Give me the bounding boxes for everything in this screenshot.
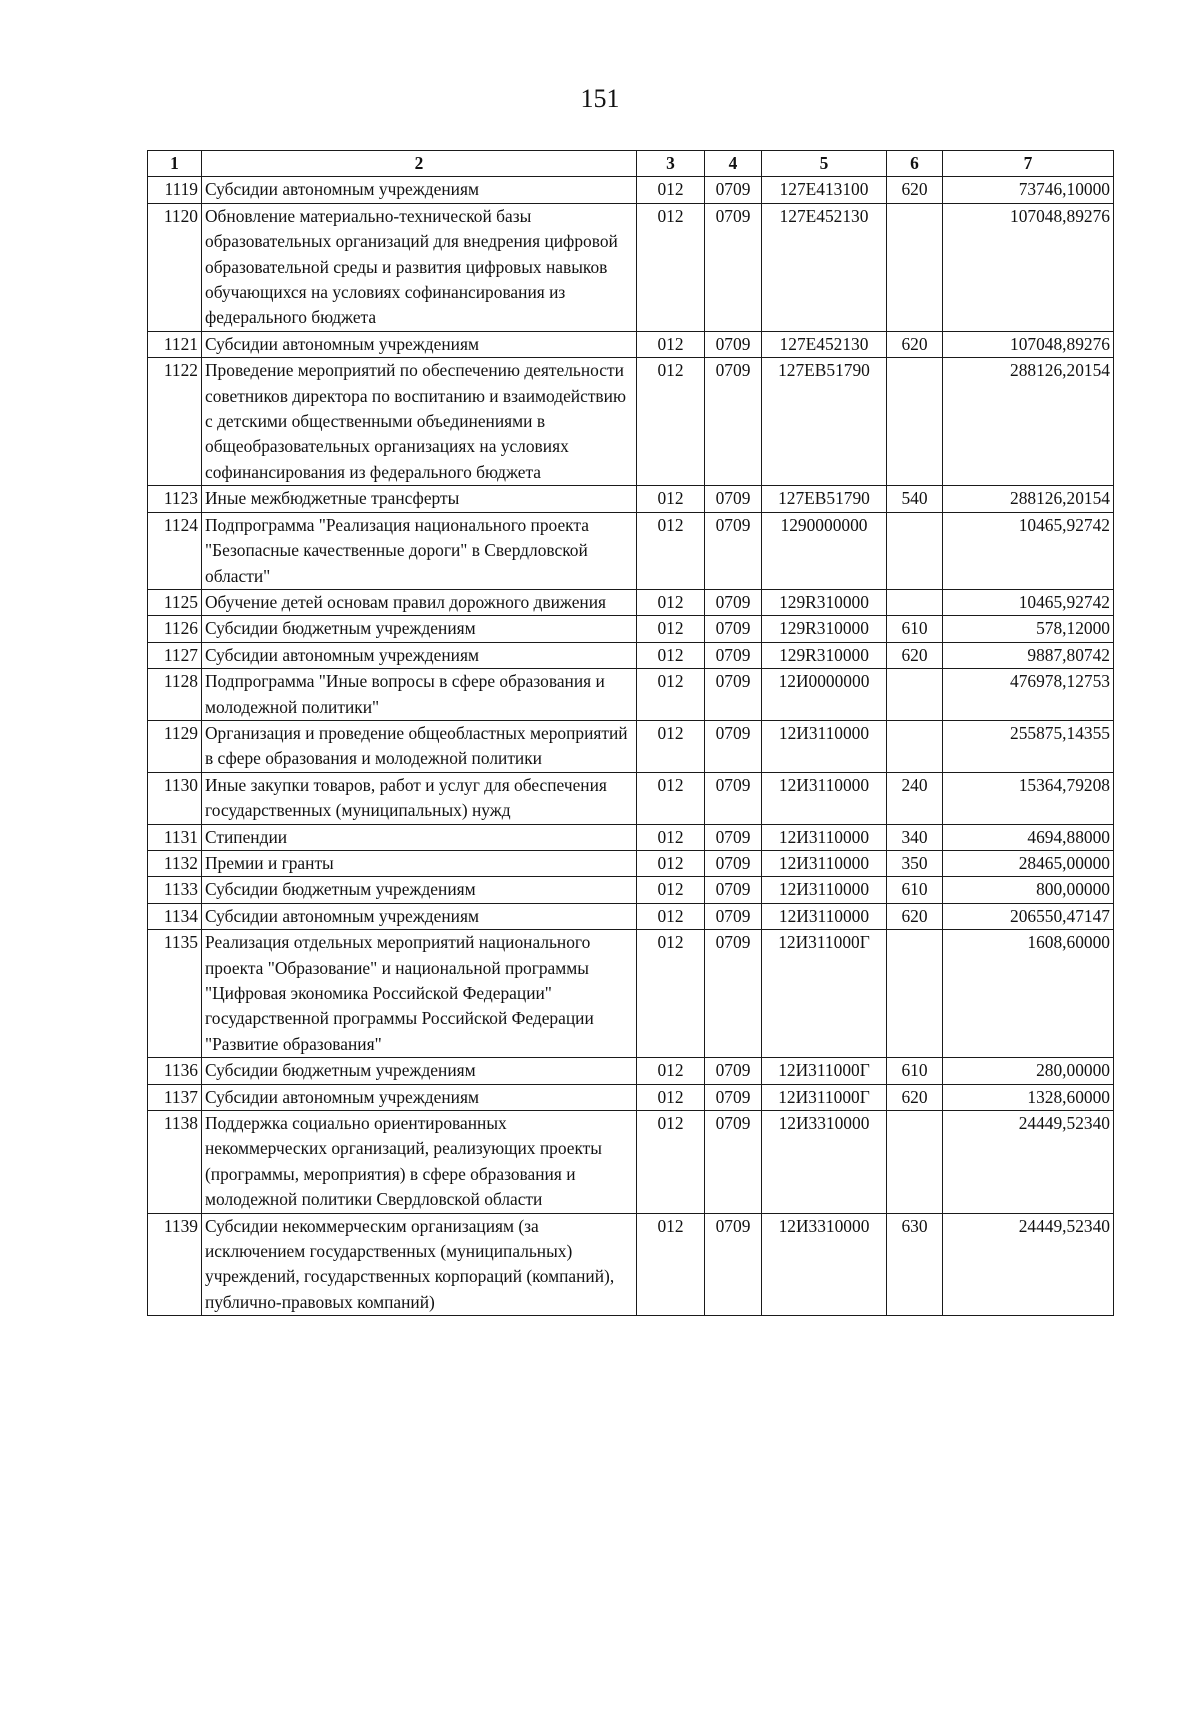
table-header-row [148,151,1114,177]
row-name: Субсидии бюджетным учреждениям [202,616,637,642]
row-code-3: 012 [637,616,705,642]
row-code-5: 127EB51790 [762,486,887,512]
row-amount: 28465,00000 [943,850,1114,876]
row-code-3: 012 [637,589,705,615]
row-amount: 9887,80742 [943,642,1114,668]
table-row [148,772,1114,824]
row-number: 1138 [148,1111,202,1214]
row-code-6: 610 [887,616,943,642]
row-name: Реализация отдельных мероприятий национального проекта "Образование" и национальной программы "Цифровая экономика Российской Федерации" государственной программы Российской Федерации "Развитие образования" [202,930,637,1058]
table-row [148,1213,1114,1316]
row-amount: 578,12000 [943,616,1114,642]
row-number: 1136 [148,1058,202,1084]
row-code-3: 012 [637,177,705,203]
row-name: Субсидии автономным учреждениям [202,331,637,357]
row-amount: 280,00000 [943,1058,1114,1084]
row-code-6 [887,930,943,1058]
table-body [148,177,1114,1316]
table-row [148,850,1114,876]
row-code-6: 240 [887,772,943,824]
row-code-5: 12И311000Г [762,1084,887,1110]
row-code-5: 1290000000 [762,512,887,589]
row-amount: 10465,92742 [943,589,1114,615]
row-amount: 10465,92742 [943,512,1114,589]
row-number: 1137 [148,1084,202,1110]
row-code-3: 012 [637,850,705,876]
row-code-4: 0709 [705,1084,762,1110]
row-code-4: 0709 [705,930,762,1058]
row-amount: 73746,10000 [943,177,1114,203]
row-number: 1123 [148,486,202,512]
row-code-4: 0709 [705,642,762,668]
row-code-4: 0709 [705,669,762,721]
row-code-3: 012 [637,203,705,331]
row-code-5: 127E413100 [762,177,887,203]
row-amount: 107048,89276 [943,331,1114,357]
row-code-5: 12И3110000 [762,850,887,876]
row-number: 1135 [148,930,202,1058]
row-name: Иные закупки товаров, работ и услуг для обеспечения государственных (муниципальных) нужд [202,772,637,824]
row-code-3: 012 [637,331,705,357]
row-code-5: 12И3110000 [762,824,887,850]
table-row [148,331,1114,357]
row-code-3: 012 [637,486,705,512]
row-code-6: 630 [887,1213,943,1316]
table-row [148,1084,1114,1110]
row-number: 1121 [148,331,202,357]
row-code-6: 620 [887,642,943,668]
row-code-3: 012 [637,358,705,486]
row-code-5: 12И3110000 [762,772,887,824]
table-row [148,203,1114,331]
header-col-2: 2 [202,151,637,177]
row-code-6: 540 [887,486,943,512]
row-amount: 1328,60000 [943,1084,1114,1110]
row-amount: 288126,20154 [943,358,1114,486]
row-amount: 206550,47147 [943,903,1114,929]
row-code-5: 12И3110000 [762,877,887,903]
row-amount: 255875,14355 [943,720,1114,772]
row-code-6: 610 [887,1058,943,1084]
row-name: Субсидии автономным учреждениям [202,903,637,929]
row-amount: 288126,20154 [943,486,1114,512]
row-number: 1122 [148,358,202,486]
header-col-4: 4 [705,151,762,177]
row-code-5: 12И3110000 [762,720,887,772]
row-code-5: 127E452130 [762,203,887,331]
table-row [148,616,1114,642]
row-code-5: 12И311000Г [762,930,887,1058]
row-amount: 800,00000 [943,877,1114,903]
row-amount: 107048,89276 [943,203,1114,331]
row-code-6: 620 [887,1084,943,1110]
header-col-5: 5 [762,151,887,177]
row-code-3: 012 [637,930,705,1058]
row-number: 1120 [148,203,202,331]
row-amount: 24449,52340 [943,1213,1114,1316]
row-code-6 [887,669,943,721]
row-code-6 [887,203,943,331]
row-code-3: 012 [637,720,705,772]
row-code-3: 012 [637,772,705,824]
row-number: 1128 [148,669,202,721]
row-code-5: 12И311000Г [762,1058,887,1084]
budget-table [147,150,1114,1316]
header-col-1: 1 [148,151,202,177]
row-code-4: 0709 [705,203,762,331]
row-name: Подпрограмма "Иные вопросы в сфере образования и молодежной политики" [202,669,637,721]
row-code-5: 129R310000 [762,589,887,615]
row-code-5: 129R310000 [762,642,887,668]
row-amount: 476978,12753 [943,669,1114,721]
row-code-5: 12И3110000 [762,903,887,929]
row-code-4: 0709 [705,824,762,850]
row-number: 1131 [148,824,202,850]
row-code-4: 0709 [705,589,762,615]
row-code-4: 0709 [705,903,762,929]
row-name: Проведение мероприятий по обеспечению деятельности советников директора по воспитанию и взаимодействию с детскими общественными объединениями в общеобразовательных организациях на условиях софинансирования из федерального бюджета [202,358,637,486]
row-name: Иные межбюджетные трансферты [202,486,637,512]
row-name: Субсидии некоммерческим организациям (за исключением государственных (муниципальных) учреждений, государственных корпораций (компаний), публично-правовых компаний) [202,1213,637,1316]
row-code-6: 620 [887,177,943,203]
row-code-5: 129R310000 [762,616,887,642]
row-amount: 1608,60000 [943,930,1114,1058]
table-row [148,930,1114,1058]
row-name: Субсидии автономным учреждениям [202,1084,637,1110]
row-code-3: 012 [637,512,705,589]
row-code-6: 620 [887,903,943,929]
row-code-3: 012 [637,824,705,850]
header-col-6: 6 [887,151,943,177]
row-code-3: 012 [637,1213,705,1316]
row-code-4: 0709 [705,512,762,589]
row-code-3: 012 [637,1058,705,1084]
row-code-4: 0709 [705,177,762,203]
row-code-4: 0709 [705,1111,762,1214]
row-code-5: 12И3310000 [762,1213,887,1316]
row-code-4: 0709 [705,616,762,642]
table-row [148,720,1114,772]
table-row [148,824,1114,850]
row-amount: 4694,88000 [943,824,1114,850]
row-amount: 24449,52340 [943,1111,1114,1214]
row-code-6 [887,1111,943,1214]
table-row [148,1111,1114,1214]
row-code-4: 0709 [705,1213,762,1316]
row-amount: 15364,79208 [943,772,1114,824]
row-number: 1119 [148,177,202,203]
row-code-5: 127EB51790 [762,358,887,486]
row-number: 1134 [148,903,202,929]
row-number: 1129 [148,720,202,772]
row-name: Субсидии автономным учреждениям [202,177,637,203]
table-row [148,1058,1114,1084]
row-name: Организация и проведение общеобластных мероприятий в сфере образования и молодежной политики [202,720,637,772]
row-code-6: 340 [887,824,943,850]
row-code-3: 012 [637,877,705,903]
table-row [148,486,1114,512]
row-code-4: 0709 [705,486,762,512]
header-col-3: 3 [637,151,705,177]
table-row [148,589,1114,615]
row-number: 1130 [148,772,202,824]
row-code-6 [887,512,943,589]
row-name: Стипендии [202,824,637,850]
row-code-6 [887,358,943,486]
row-name: Субсидии автономным учреждениям [202,642,637,668]
page-number: 151 [580,84,620,113]
row-code-4: 0709 [705,720,762,772]
row-code-5: 12И0000000 [762,669,887,721]
row-code-4: 0709 [705,1058,762,1084]
row-name: Поддержка социально ориентированных некоммерческих организаций, реализующих проекты (программы, мероприятия) в сфере образования и молодежной политики Свердловской области [202,1111,637,1214]
row-code-4: 0709 [705,772,762,824]
row-code-3: 012 [637,642,705,668]
table-row [148,358,1114,486]
row-name: Субсидии бюджетным учреждениям [202,877,637,903]
row-number: 1139 [148,1213,202,1316]
row-code-3: 012 [637,1111,705,1214]
row-code-6 [887,589,943,615]
row-name: Обучение детей основам правил дорожного движения [202,589,637,615]
row-code-4: 0709 [705,358,762,486]
table-row [148,903,1114,929]
table-row [148,177,1114,203]
row-name: Обновление материально-технической базы образовательных организаций для внедрения цифровой образовательной среды и развития цифровых навыков обучающихся на условиях софинансирования из федерального бюджета [202,203,637,331]
row-code-3: 012 [637,669,705,721]
row-code-3: 012 [637,1084,705,1110]
header-col-7: 7 [943,151,1114,177]
row-name: Подпрограмма "Реализация национального проекта "Безопасные качественные дороги" в Свердловской области" [202,512,637,589]
row-code-6: 620 [887,331,943,357]
row-code-6: 350 [887,850,943,876]
table-row [148,512,1114,589]
row-number: 1125 [148,589,202,615]
row-code-5: 12И3310000 [762,1111,887,1214]
row-code-6 [887,720,943,772]
table-row [148,877,1114,903]
row-number: 1124 [148,512,202,589]
row-name: Субсидии бюджетным учреждениям [202,1058,637,1084]
row-code-4: 0709 [705,877,762,903]
row-code-4: 0709 [705,850,762,876]
row-code-4: 0709 [705,331,762,357]
row-code-5: 127E452130 [762,331,887,357]
row-number: 1132 [148,850,202,876]
row-number: 1126 [148,616,202,642]
row-code-6: 610 [887,877,943,903]
table-row [148,669,1114,721]
row-number: 1133 [148,877,202,903]
row-number: 1127 [148,642,202,668]
table-row [148,642,1114,668]
row-name: Премии и гранты [202,850,637,876]
row-code-3: 012 [637,903,705,929]
